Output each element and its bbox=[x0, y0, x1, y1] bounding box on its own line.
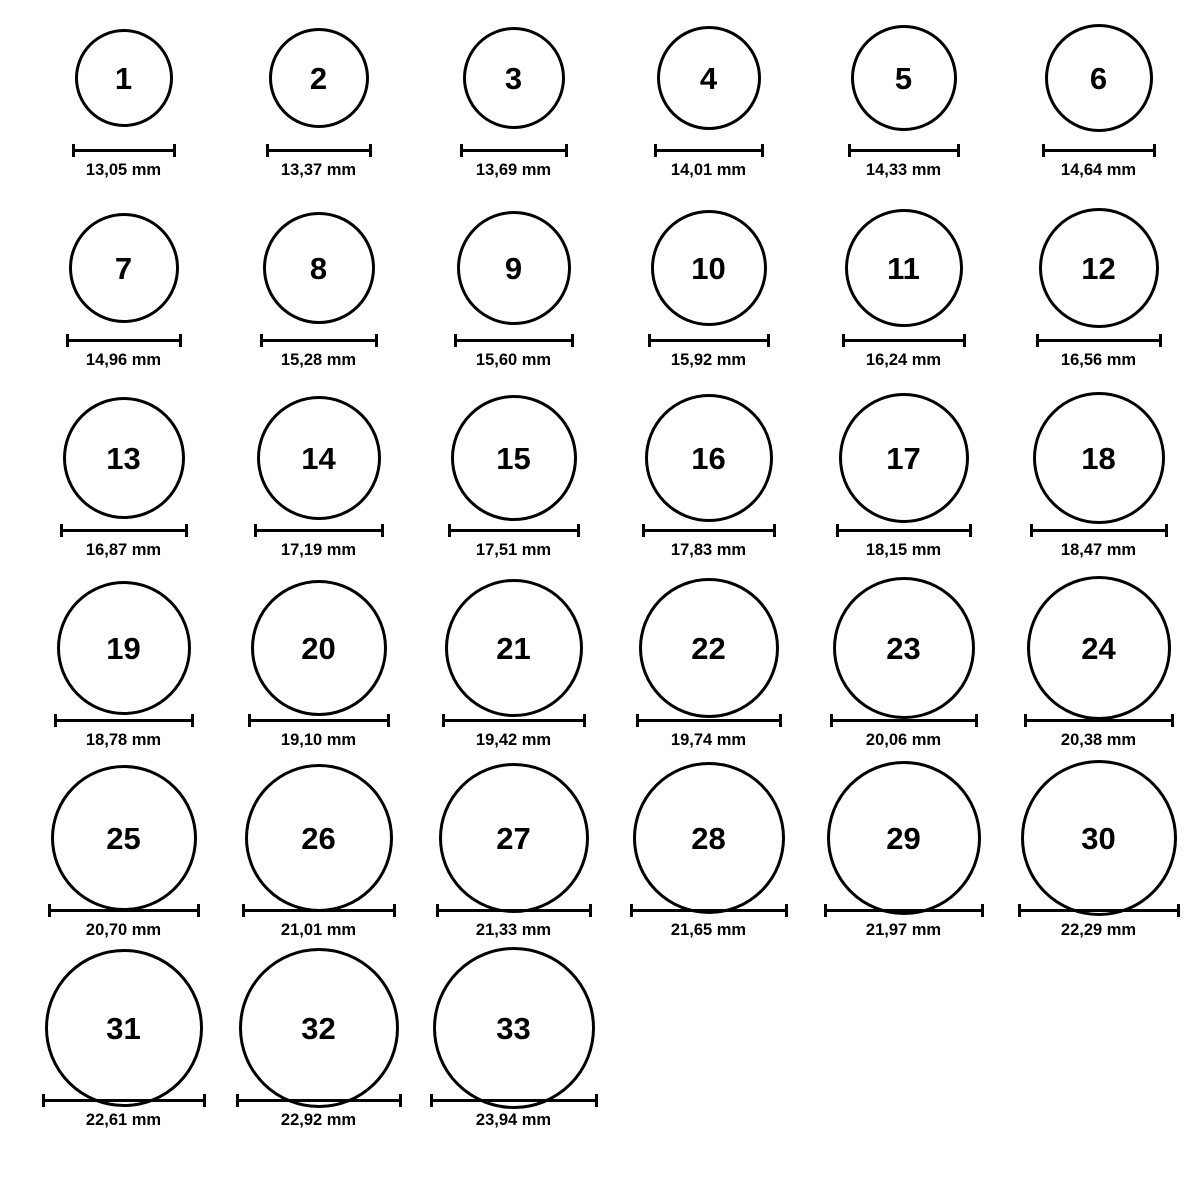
ring-circle-wrap bbox=[416, 584, 611, 712]
ring-size-cell bbox=[221, 584, 416, 774]
ring-size-cell bbox=[806, 204, 1001, 394]
ring-size-number: 10 bbox=[691, 250, 726, 286]
ring-circle bbox=[245, 764, 393, 912]
ruler-bar bbox=[836, 529, 972, 532]
ruler-bar bbox=[60, 529, 188, 532]
ruler-tick-right bbox=[975, 714, 978, 727]
ruler-tick-left bbox=[242, 904, 245, 917]
ring-circle-wrap bbox=[416, 14, 611, 142]
ring-size-cell bbox=[611, 774, 806, 964]
ring-circle bbox=[833, 577, 975, 719]
ring-size-cell bbox=[26, 964, 221, 1154]
ring-size-number: 6 bbox=[1089, 60, 1108, 96]
diameter-ruler bbox=[848, 144, 960, 156]
ring-circle-wrap bbox=[221, 14, 416, 142]
ruler-bar bbox=[48, 909, 200, 912]
ring-circle-wrap bbox=[1001, 394, 1196, 522]
ruler-tick-right bbox=[1153, 144, 1156, 157]
diameter-ruler bbox=[648, 334, 770, 346]
diameter-ruler bbox=[254, 524, 384, 536]
ruler-bar bbox=[1024, 719, 1174, 722]
ring-size-number: 18 bbox=[1081, 440, 1116, 476]
ruler-tick-left bbox=[1018, 904, 1021, 917]
ruler-tick-right bbox=[1171, 714, 1174, 727]
ruler-tick-right bbox=[785, 904, 788, 917]
ruler-tick-left bbox=[460, 144, 463, 157]
ring-circle-wrap bbox=[1001, 204, 1196, 332]
diameter-ruler bbox=[436, 904, 592, 916]
ring-circle bbox=[251, 580, 387, 716]
diameter-label: 22,29 mm bbox=[1060, 921, 1137, 939]
ring-size-number: 17 bbox=[886, 440, 921, 476]
ring-circle bbox=[269, 28, 369, 128]
ring-circle-wrap bbox=[1001, 14, 1196, 142]
ring-size-number: 15 bbox=[496, 440, 531, 476]
diameter-ruler bbox=[242, 904, 396, 916]
ring-size-number: 27 bbox=[496, 820, 531, 856]
ruler-bar bbox=[442, 719, 586, 722]
diameter-label: 17,19 mm bbox=[280, 541, 357, 559]
diameter-label: 18,15 mm bbox=[865, 541, 942, 559]
ring-size-cell bbox=[416, 584, 611, 774]
ruler-bar bbox=[636, 719, 782, 722]
diameter-label: 15,92 mm bbox=[670, 351, 747, 369]
ruler-bar bbox=[42, 1099, 206, 1102]
ring-circle-wrap bbox=[221, 204, 416, 332]
ring-size-cell bbox=[221, 394, 416, 584]
ring-size-number: 26 bbox=[301, 820, 336, 856]
ring-circle bbox=[45, 949, 203, 1107]
ring-size-cell bbox=[1001, 14, 1196, 204]
ring-circle bbox=[839, 393, 969, 523]
ruler-bar bbox=[654, 149, 764, 152]
ruler-tick-left bbox=[266, 144, 269, 157]
ring-size-number: 14 bbox=[301, 440, 336, 476]
ruler-bar bbox=[72, 149, 176, 152]
ruler-tick-right bbox=[179, 334, 182, 347]
ruler-bar bbox=[848, 149, 960, 152]
diameter-label: 14,64 mm bbox=[1060, 161, 1137, 179]
ruler-tick-right bbox=[1159, 334, 1162, 347]
ring-circle bbox=[457, 211, 571, 325]
ring-circle bbox=[639, 578, 779, 718]
ruler-bar bbox=[1030, 529, 1168, 532]
ring-size-number: 11 bbox=[887, 250, 920, 286]
ruler-tick-left bbox=[836, 524, 839, 537]
diameter-label: 16,24 mm bbox=[865, 351, 942, 369]
ruler-tick-left bbox=[1042, 144, 1045, 157]
ring-size-number: 21 bbox=[496, 630, 531, 666]
ring-circle bbox=[1033, 392, 1165, 524]
ruler-bar bbox=[448, 529, 580, 532]
ring-circle-wrap bbox=[611, 584, 806, 712]
ring-circle bbox=[1027, 576, 1171, 720]
ruler-tick-right bbox=[197, 904, 200, 917]
ruler-tick-left bbox=[648, 334, 651, 347]
ring-circle-wrap bbox=[611, 774, 806, 902]
ruler-tick-left bbox=[254, 524, 257, 537]
diameter-ruler bbox=[636, 714, 782, 726]
ruler-tick-right bbox=[773, 524, 776, 537]
ring-size-number: 24 bbox=[1081, 630, 1116, 666]
ruler-tick-left bbox=[248, 714, 251, 727]
diameter-ruler bbox=[248, 714, 390, 726]
ruler-tick-right bbox=[779, 714, 782, 727]
ring-circle-wrap bbox=[416, 774, 611, 902]
ruler-bar bbox=[824, 909, 984, 912]
ring-size-cell bbox=[221, 774, 416, 964]
ring-size-number: 29 bbox=[886, 820, 921, 856]
ruler-tick-right bbox=[1177, 904, 1180, 917]
ring-circle bbox=[633, 762, 785, 914]
diameter-ruler bbox=[60, 524, 188, 536]
ring-circle-wrap bbox=[1001, 584, 1196, 712]
ruler-tick-left bbox=[848, 144, 851, 157]
ring-circle bbox=[1045, 24, 1153, 132]
ring-circle bbox=[239, 948, 399, 1108]
ring-size-cell bbox=[221, 964, 416, 1154]
ring-size-number: 13 bbox=[106, 440, 141, 476]
ring-circle-wrap bbox=[806, 14, 1001, 142]
ring-circle-wrap bbox=[26, 394, 221, 522]
ring-size-number: 1 bbox=[114, 60, 133, 96]
ring-circle bbox=[827, 761, 981, 915]
ring-size-cell bbox=[1001, 204, 1196, 394]
diameter-label: 21,65 mm bbox=[670, 921, 747, 939]
ring-circle-wrap bbox=[806, 774, 1001, 902]
ruler-tick-left bbox=[60, 524, 63, 537]
ruler-tick-left bbox=[448, 524, 451, 537]
diameter-label: 21,01 mm bbox=[280, 921, 357, 939]
ruler-bar bbox=[460, 149, 568, 152]
ring-circle bbox=[63, 397, 185, 519]
diameter-ruler bbox=[260, 334, 378, 346]
ring-size-number: 7 bbox=[114, 250, 133, 286]
ring-circle-wrap bbox=[416, 394, 611, 522]
ruler-tick-left bbox=[260, 334, 263, 347]
ruler-tick-right bbox=[381, 524, 384, 537]
ruler-tick-right bbox=[203, 1094, 206, 1107]
ruler-bar bbox=[1042, 149, 1156, 152]
diameter-label: 19,42 mm bbox=[475, 731, 552, 749]
diameter-ruler bbox=[66, 334, 182, 346]
diameter-label: 14,01 mm bbox=[670, 161, 747, 179]
diameter-ruler bbox=[654, 144, 764, 156]
ring-circle bbox=[69, 213, 179, 323]
ruler-tick-left bbox=[54, 714, 57, 727]
ruler-tick-right bbox=[767, 334, 770, 347]
ruler-tick-left bbox=[642, 524, 645, 537]
ring-circle bbox=[51, 765, 197, 911]
ruler-bar bbox=[236, 1099, 402, 1102]
ring-size-number: 31 bbox=[106, 1010, 141, 1046]
ruler-bar bbox=[1018, 909, 1180, 912]
diameter-label: 21,33 mm bbox=[475, 921, 552, 939]
ruler-tick-right bbox=[571, 334, 574, 347]
ring-size-number: 20 bbox=[301, 630, 336, 666]
ring-size-number: 19 bbox=[106, 630, 141, 666]
ring-circle-wrap bbox=[221, 964, 416, 1092]
ring-size-cell bbox=[26, 394, 221, 584]
ring-circle bbox=[75, 29, 173, 127]
diameter-ruler bbox=[442, 714, 586, 726]
ruler-bar bbox=[260, 339, 378, 342]
ring-circle-wrap bbox=[806, 394, 1001, 522]
ring-size-cell bbox=[611, 584, 806, 774]
ruler-bar bbox=[66, 339, 182, 342]
ring-size-grid bbox=[0, 14, 1200, 1154]
ring-circle bbox=[463, 27, 565, 129]
diameter-ruler bbox=[836, 524, 972, 536]
ruler-bar bbox=[630, 909, 788, 912]
ring-circle-wrap bbox=[611, 14, 806, 142]
ring-size-number: 8 bbox=[309, 250, 328, 286]
ruler-tick-right bbox=[375, 334, 378, 347]
diameter-label: 20,06 mm bbox=[865, 731, 942, 749]
ring-circle bbox=[257, 396, 381, 520]
ruler-bar bbox=[254, 529, 384, 532]
diameter-ruler bbox=[266, 144, 372, 156]
diameter-ruler bbox=[236, 1094, 402, 1106]
ring-circle bbox=[645, 394, 773, 522]
diameter-ruler bbox=[454, 334, 574, 346]
diameter-label: 16,56 mm bbox=[1060, 351, 1137, 369]
ruler-tick-right bbox=[1165, 524, 1168, 537]
diameter-ruler bbox=[630, 904, 788, 916]
ruler-tick-left bbox=[1036, 334, 1039, 347]
ring-circle bbox=[451, 395, 577, 521]
ruler-bar bbox=[54, 719, 194, 722]
ring-circle bbox=[433, 947, 595, 1109]
diameter-label: 19,74 mm bbox=[670, 731, 747, 749]
ruler-tick-left bbox=[654, 144, 657, 157]
ring-size-number: 23 bbox=[886, 630, 921, 666]
diameter-label: 17,51 mm bbox=[475, 541, 552, 559]
ring-size-number: 2 bbox=[309, 60, 328, 96]
diameter-label: 22,61 mm bbox=[85, 1111, 162, 1129]
diameter-label: 13,37 mm bbox=[280, 161, 357, 179]
ring-circle-wrap bbox=[611, 394, 806, 522]
ring-circle-wrap bbox=[221, 394, 416, 522]
diameter-ruler bbox=[1036, 334, 1162, 346]
ruler-tick-right bbox=[191, 714, 194, 727]
ring-size-cell bbox=[1001, 584, 1196, 774]
diameter-ruler bbox=[42, 1094, 206, 1106]
ring-size-cell bbox=[611, 14, 806, 204]
ring-circle bbox=[439, 763, 589, 913]
ruler-bar bbox=[454, 339, 574, 342]
ruler-tick-right bbox=[963, 334, 966, 347]
ring-size-cell bbox=[1001, 774, 1196, 964]
ruler-tick-left bbox=[436, 904, 439, 917]
diameter-ruler bbox=[1030, 524, 1168, 536]
ring-size-cell bbox=[416, 774, 611, 964]
diameter-ruler bbox=[842, 334, 966, 346]
ruler-tick-right bbox=[577, 524, 580, 537]
ring-size-number: 3 bbox=[504, 60, 523, 96]
diameter-ruler bbox=[1024, 714, 1174, 726]
diameter-ruler bbox=[460, 144, 568, 156]
ring-circle-wrap bbox=[611, 204, 806, 332]
ring-size-cell bbox=[221, 204, 416, 394]
ruler-tick-left bbox=[1024, 714, 1027, 727]
diameter-label: 14,33 mm bbox=[865, 161, 942, 179]
ring-size-cell bbox=[416, 14, 611, 204]
diameter-ruler bbox=[430, 1094, 598, 1106]
ring-size-cell bbox=[26, 204, 221, 394]
diameter-ruler bbox=[830, 714, 978, 726]
ruler-tick-left bbox=[48, 904, 51, 917]
ring-size-number: 12 bbox=[1081, 250, 1116, 286]
ring-size-number: 28 bbox=[691, 820, 726, 856]
ruler-tick-right bbox=[399, 1094, 402, 1107]
ring-circle-wrap bbox=[26, 964, 221, 1092]
ruler-tick-left bbox=[824, 904, 827, 917]
ruler-tick-left bbox=[236, 1094, 239, 1107]
ruler-tick-right bbox=[387, 714, 390, 727]
diameter-ruler bbox=[48, 904, 200, 916]
ring-circle bbox=[845, 209, 963, 327]
diameter-label: 21,97 mm bbox=[865, 921, 942, 939]
diameter-ruler bbox=[72, 144, 176, 156]
ruler-tick-left bbox=[430, 1094, 433, 1107]
ruler-bar bbox=[242, 909, 396, 912]
ring-circle-wrap bbox=[26, 584, 221, 712]
ruler-tick-right bbox=[595, 1094, 598, 1107]
ring-circle bbox=[57, 581, 191, 715]
ring-size-cell bbox=[806, 394, 1001, 584]
ring-size-cell bbox=[611, 394, 806, 584]
diameter-label: 13,69 mm bbox=[475, 161, 552, 179]
ruler-tick-left bbox=[630, 904, 633, 917]
diameter-ruler bbox=[1042, 144, 1156, 156]
ring-size-number: 32 bbox=[301, 1010, 336, 1046]
ring-size-cell bbox=[611, 204, 806, 394]
ring-circle bbox=[1039, 208, 1159, 328]
ruler-bar bbox=[648, 339, 770, 342]
diameter-label: 16,87 mm bbox=[85, 541, 162, 559]
ring-circle-wrap bbox=[806, 584, 1001, 712]
ruler-tick-left bbox=[830, 714, 833, 727]
ring-size-number: 4 bbox=[699, 60, 718, 96]
ruler-bar bbox=[266, 149, 372, 152]
ring-circle-wrap bbox=[26, 14, 221, 142]
diameter-ruler bbox=[448, 524, 580, 536]
ruler-bar bbox=[248, 719, 390, 722]
ring-circle-wrap bbox=[221, 584, 416, 712]
ring-circle bbox=[651, 210, 767, 326]
ruler-tick-left bbox=[66, 334, 69, 347]
ring-circle-wrap bbox=[221, 774, 416, 902]
ruler-tick-left bbox=[42, 1094, 45, 1107]
ruler-bar bbox=[1036, 339, 1162, 342]
ruler-bar bbox=[642, 529, 776, 532]
ring-circle bbox=[263, 212, 375, 324]
ruler-tick-left bbox=[842, 334, 845, 347]
ring-circle bbox=[1021, 760, 1177, 916]
ring-size-number: 9 bbox=[504, 250, 523, 286]
ring-size-number: 30 bbox=[1081, 820, 1116, 856]
ring-size-cell bbox=[26, 774, 221, 964]
ruler-tick-left bbox=[636, 714, 639, 727]
ring-size-cell bbox=[806, 14, 1001, 204]
ruler-tick-left bbox=[442, 714, 445, 727]
ruler-tick-right bbox=[981, 904, 984, 917]
ring-circle-wrap bbox=[1001, 774, 1196, 902]
ruler-tick-right bbox=[761, 144, 764, 157]
ring-size-cell bbox=[806, 584, 1001, 774]
diameter-label: 18,78 mm bbox=[85, 731, 162, 749]
ring-size-number: 5 bbox=[894, 60, 913, 96]
ring-size-number: 22 bbox=[691, 630, 726, 666]
diameter-label: 18,47 mm bbox=[1060, 541, 1137, 559]
ruler-tick-right bbox=[185, 524, 188, 537]
ring-size-number: 25 bbox=[106, 820, 141, 856]
diameter-ruler bbox=[824, 904, 984, 916]
ring-circle-wrap bbox=[26, 774, 221, 902]
ring-size-cell bbox=[1001, 394, 1196, 584]
diameter-label: 15,28 mm bbox=[280, 351, 357, 369]
diameter-label: 14,96 mm bbox=[85, 351, 162, 369]
ruler-bar bbox=[436, 909, 592, 912]
ring-size-number: 33 bbox=[496, 1010, 531, 1046]
diameter-label: 20,38 mm bbox=[1060, 731, 1137, 749]
ruler-tick-right bbox=[393, 904, 396, 917]
ruler-tick-right bbox=[565, 144, 568, 157]
ruler-tick-right bbox=[957, 144, 960, 157]
ring-circle bbox=[851, 25, 957, 131]
ring-circle bbox=[657, 26, 761, 130]
ruler-tick-left bbox=[72, 144, 75, 157]
ring-size-cell bbox=[26, 14, 221, 204]
ring-size-cell bbox=[416, 204, 611, 394]
ruler-bar bbox=[430, 1099, 598, 1102]
ruler-tick-right bbox=[589, 904, 592, 917]
ring-circle-wrap bbox=[26, 204, 221, 332]
ring-size-number: 16 bbox=[691, 440, 726, 476]
ring-size-cell bbox=[26, 584, 221, 774]
diameter-label: 23,94 mm bbox=[475, 1111, 552, 1129]
diameter-label: 20,70 mm bbox=[85, 921, 162, 939]
ring-size-cell bbox=[416, 964, 611, 1154]
ruler-bar bbox=[830, 719, 978, 722]
ruler-tick-right bbox=[369, 144, 372, 157]
ruler-bar bbox=[842, 339, 966, 342]
ruler-tick-right bbox=[173, 144, 176, 157]
diameter-ruler bbox=[54, 714, 194, 726]
ring-circle-wrap bbox=[416, 964, 611, 1092]
diameter-ruler bbox=[642, 524, 776, 536]
ruler-tick-left bbox=[454, 334, 457, 347]
ruler-tick-right bbox=[583, 714, 586, 727]
diameter-label: 19,10 mm bbox=[280, 731, 357, 749]
ruler-tick-left bbox=[1030, 524, 1033, 537]
diameter-label: 22,92 mm bbox=[280, 1111, 357, 1129]
ring-circle-wrap bbox=[416, 204, 611, 332]
diameter-ruler bbox=[1018, 904, 1180, 916]
ring-circle-wrap bbox=[806, 204, 1001, 332]
diameter-label: 17,83 mm bbox=[670, 541, 747, 559]
ruler-tick-right bbox=[969, 524, 972, 537]
diameter-label: 13,05 mm bbox=[85, 161, 162, 179]
ring-size-cell bbox=[416, 394, 611, 584]
ring-size-cell bbox=[221, 14, 416, 204]
ring-size-cell bbox=[806, 774, 1001, 964]
ring-circle bbox=[445, 579, 583, 717]
diameter-label: 15,60 mm bbox=[475, 351, 552, 369]
